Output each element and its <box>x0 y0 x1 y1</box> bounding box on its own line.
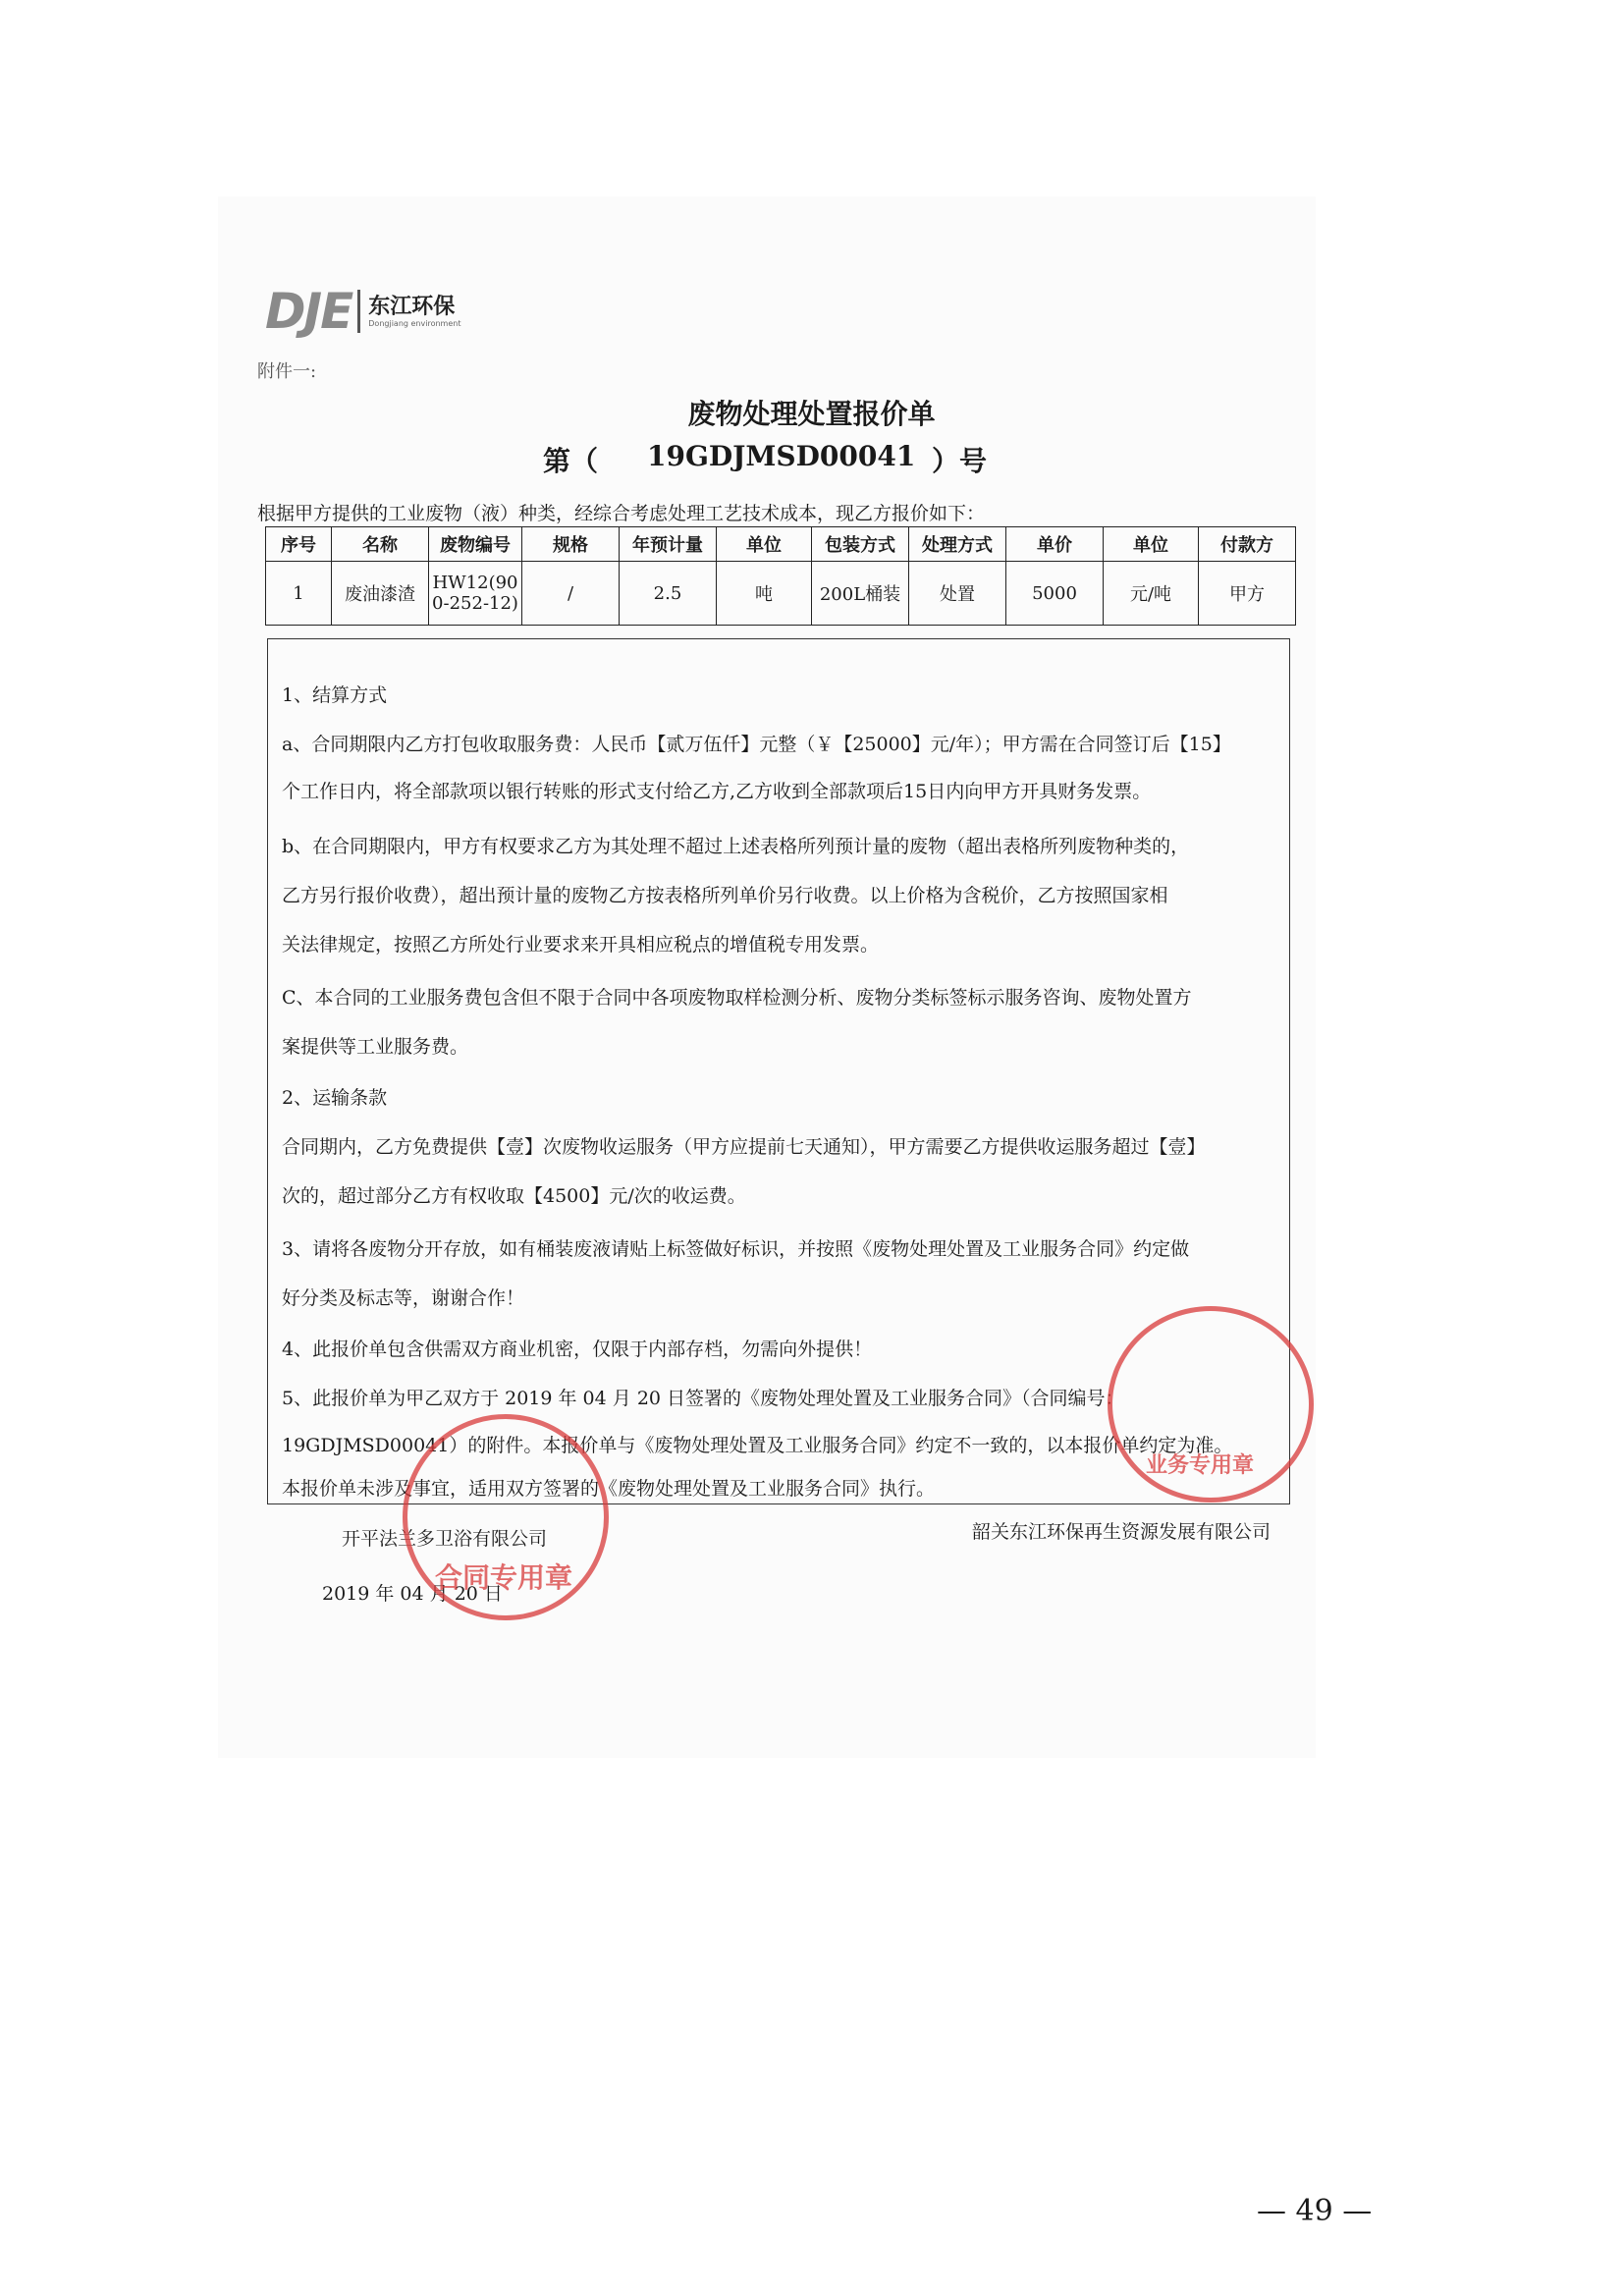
terms-line: 1、结算方式 <box>282 684 388 706</box>
terms-line: 5、此报价单为甲乙双方于 2019 年 04 月 20 日签署的《废物处理处置及工业服务合同》（合同编号： <box>282 1388 1124 1409</box>
terms-line: 个工作日内，将全部款项以银行转账的形式支付给乙方,乙方收到全部款项后15日内向甲方开具财务发票。 <box>282 781 1152 802</box>
table-cell: 200L桶装 <box>812 562 909 626</box>
table-header: 名称 <box>332 527 429 562</box>
signature-date: 2019 年 04 月 20 日 <box>322 1583 503 1605</box>
intro-text: 根据甲方提供的工业废物（液）种类，经综合考虑处理工艺技术成本，现乙方报价如下： <box>257 503 986 524</box>
terms-line: a、合同期限内乙方打包收取服务费：人民币【贰万伍仟】元整（￥【25000】元/年）；甲方需在合同签订后【15】 <box>282 734 1231 755</box>
table-header: 单价 <box>1006 527 1104 562</box>
table-row <box>266 562 1296 626</box>
doc-number-value: 19GDJMSD00041 <box>647 440 916 472</box>
table-header: 付款方 <box>1199 527 1296 562</box>
logo-mark: DJE <box>265 283 352 340</box>
contract-seal-stamp <box>403 1414 609 1620</box>
document-title: 废物处理处置报价单 <box>687 398 936 430</box>
terms-line: b、在合同期限内，甲方有权要求乙方为其处理不超过上述表格所列预计量的废物（超出表格所列废物种类的， <box>282 836 1190 857</box>
terms-line: C、本合同的工业服务费包含但不限于合同中各项废物取样检测分析、废物分类标签标示服务咨询、废物处置方 <box>282 987 1192 1009</box>
table-cell: HW12(900-252-12) <box>429 562 522 626</box>
business-seal-stamp <box>1108 1306 1314 1503</box>
table-cell: 2.5 <box>620 562 717 626</box>
table-header: 处理方式 <box>909 527 1006 562</box>
terms-line: 关法律规定，按照乙方所处行业要求来开具相应税点的增值税专用发票。 <box>282 934 880 956</box>
terms-line: 本报价单未涉及事宜，适用双方签署的《废物处理处置及工业服务合同》执行。 <box>282 1478 936 1500</box>
table-header: 年预计量 <box>620 527 717 562</box>
table-cell: 元/吨 <box>1104 562 1199 626</box>
table-cell: 1 <box>266 562 332 626</box>
table-header: 单位 <box>1104 527 1199 562</box>
table-header: 序号 <box>266 527 332 562</box>
document-number <box>543 440 987 479</box>
table-cell: / <box>522 562 620 626</box>
terms-line: 合同期内，乙方免费提供【壹】次废物收运服务（甲方应提前七天通知），甲方需要乙方提供收运服务超过【壹】 <box>282 1136 1206 1158</box>
party-a-signature: 开平法兰多卫浴有限公司 <box>342 1528 548 1550</box>
table-cell: 甲方 <box>1199 562 1296 626</box>
table-header-row <box>266 527 1296 562</box>
logo-chinese-name: 东江环保 <box>368 294 456 319</box>
company-logo <box>265 283 460 340</box>
terms-line: 3、请将各废物分开存放，如有桶装废液请贴上标签做好标识，并按照《废物处理处置及工业服务合同》约定做 <box>282 1238 1190 1260</box>
attachment-label: 附件一: <box>257 361 317 382</box>
table-cell: 5000 <box>1006 562 1104 626</box>
table-cell: 吨 <box>717 562 812 626</box>
table-header: 规格 <box>522 527 620 562</box>
table-header: 包装方式 <box>812 527 909 562</box>
terms-line: 19GDJMSD00041）的附件。本报价单与《废物处理处置及工业服务合同》约定不一致的，以本报价单约定为准。 <box>282 1435 1233 1456</box>
logo-english-name: Dongjiang environment <box>368 318 461 328</box>
doc-number-prefix: 第（ <box>543 445 599 477</box>
table-cell: 废油漆渣 <box>332 562 429 626</box>
logo-divider <box>357 290 360 333</box>
terms-line: 好分类及标志等，谢谢合作！ <box>282 1287 525 1309</box>
terms-line: 乙方另行报价收费），超出预计量的废物乙方按表格所列单价另行收费。以上价格为含税价，乙方按照国家相 <box>282 885 1168 906</box>
terms-line: 案提供等工业服务费。 <box>282 1036 469 1058</box>
business-seal-text: 业务专用章 <box>1146 1452 1255 1478</box>
contract-seal-text: 合同专用章 <box>435 1561 573 1594</box>
terms-line: 次的，超过部分乙方有权收取【4500】元/次的收运费。 <box>282 1185 746 1207</box>
table-header: 废物编号 <box>429 527 522 562</box>
table-header: 单位 <box>717 527 812 562</box>
party-b-signature: 韶关东江环保再生资源发展有限公司 <box>972 1521 1271 1543</box>
doc-number-suffix: ）号 <box>932 445 988 477</box>
page-number: — 49 — <box>1257 2194 1373 2228</box>
table-cell: 处置 <box>909 562 1006 626</box>
quotation-table <box>265 526 1296 626</box>
terms-line: 4、此报价单包含供需双方商业机密，仅限于内部存档，勿需向外提供！ <box>282 1339 873 1360</box>
terms-line: 2、运输条款 <box>282 1087 388 1109</box>
